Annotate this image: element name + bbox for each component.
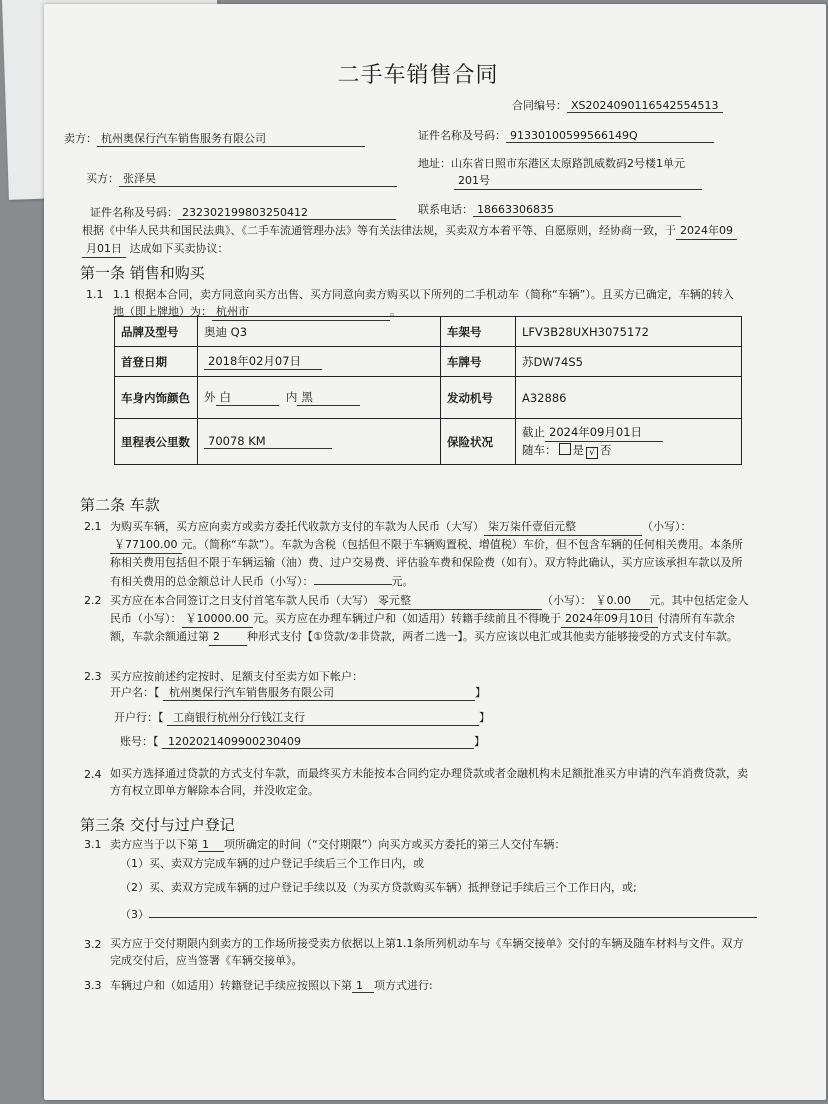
p2-1-small: （小写）：	[642, 520, 692, 533]
seller-row	[64, 130, 365, 147]
color-cell	[198, 377, 441, 419]
p2-2-small: （小写）：	[542, 594, 592, 607]
p3-3-item: 1	[352, 979, 374, 993]
color-in-value: 黑	[297, 389, 360, 406]
insurance-cell	[516, 419, 742, 465]
section1-title: 第一条 销售和购买	[80, 264, 205, 282]
p2-1-amount-cn: 柒万柒仟壹佰元整	[484, 518, 642, 536]
p2-2-text	[110, 592, 750, 646]
vehicle-info-table	[114, 316, 742, 465]
mileage-label: 里程表公里数	[115, 419, 198, 465]
seller-label: 卖方：	[64, 132, 97, 145]
p3-1-b: 项所确定的时间（“交付期限”）向买方或买方委托的第三人交付车辆：	[224, 838, 566, 851]
p2-4-text: 如买方选择通过贷款的方式支付车款，而最终买方未能按本合同约定办理贷款或者金融机构未足额批准买方申请的汽车消费贷款，卖方有权立即单方解除本合同，并没收定金。	[110, 767, 748, 797]
p2-2-amount: ￥0.00	[592, 592, 650, 610]
mileage-cell	[198, 419, 441, 465]
p2-3-text: 买方应按前述约定按时、足额支付至卖方如下帐户：	[110, 670, 363, 683]
follow-yes-checkbox	[559, 443, 571, 455]
account-name-value: 杭州奥保行汽车销售服务有限公司	[163, 684, 475, 701]
follow-no-checkbox: √	[586, 447, 598, 459]
buyer-id-label: 证件名称及号码：	[90, 206, 178, 219]
color-out-value: 白	[216, 389, 279, 406]
p2-2-deposit: ￥10000.00	[182, 610, 254, 628]
brand-label: 品牌及型号	[115, 317, 198, 347]
buyer-id-value: 232302199803250412	[178, 206, 396, 220]
buyer-id-row	[90, 204, 396, 220]
p3-1-option-3-label: （3）	[120, 908, 149, 921]
intro-date-b: 月01日	[82, 240, 126, 258]
color-label: 车身内饰颜色	[115, 377, 198, 419]
account-no-label: 账号：	[120, 735, 153, 748]
contract-number-value: XS2024090116542554513	[567, 99, 723, 113]
transfer-city: 杭州市	[212, 303, 390, 321]
p2-2-e: 种形式支付【①贷款/②非贷款，两者二选一】。买方应该以电汇或其他卖方能够接受的方式支付车款。	[247, 630, 738, 643]
color-out-prefix: 外	[204, 390, 216, 404]
address-label: 地址：	[418, 157, 451, 170]
brand-value: 奥迪 Q3	[198, 317, 441, 347]
buyer-label: 买方：	[86, 172, 119, 185]
follow-yes-label: 是	[572, 443, 584, 457]
p1-1-text: 1.1 根据本合同，卖方同意向买方出售、买方同意向卖方购买以下所列的二手机动车（简称“车辆”）。且买方已确定，车辆的转入 地（即上牌地）为： 杭州市 。	[113, 286, 753, 321]
bank-label: 开户行：	[114, 711, 158, 724]
p2-3-num: 2.3	[84, 670, 102, 683]
seller-value: 杭州奥保行汽车销售服务有限公司	[97, 130, 365, 147]
p2-2-way: 2	[209, 628, 247, 646]
intro-text-2: 达成如下买卖协议：	[129, 242, 229, 255]
seller-id-row	[418, 127, 714, 143]
p1-1-num: 1.1	[86, 288, 104, 301]
p3-1-option-3	[120, 904, 757, 922]
p3-3-num: 3.3	[84, 979, 102, 992]
contract-page	[64, 0, 758, 1104]
insurance-until-value: 2024年09月01日	[545, 424, 663, 442]
address-line2: 201号	[454, 172, 702, 190]
p3-1-option-2: （2）买、卖双方完成车辆的过户登记手续以及（为买方贷款购买车辆）抵押登记手续后三个工作日内，或;	[120, 881, 637, 894]
bank-value: 工商银行杭州分行钱江支行	[167, 709, 479, 726]
phone-label: 联系电话：	[418, 203, 473, 216]
reg-date-value: 2018年02月07日	[204, 353, 322, 370]
account-name-row: 开户名：【 杭州奥保行汽车销售服务有限公司 】	[110, 686, 486, 699]
p2-2-a: 买方应在本合同签订之日支付首笔车款人民币（大写）	[110, 594, 374, 607]
intro-paragraph	[82, 222, 752, 258]
contract-title: 二手车销售合同	[337, 63, 499, 88]
follow-label: 随车：	[522, 443, 557, 457]
reg-date-cell	[198, 347, 441, 377]
intro-date-a: 2024年09	[676, 222, 737, 240]
engine-label: 发动机号	[441, 377, 516, 419]
intro-text-1: 根据《中华人民共和国民法典》、《二手车流通管理办法》等有关法律法规，买卖双方本着平等、自愿原则，经协商一致，于	[82, 224, 676, 237]
p2-2-date: 2024年09月10日	[561, 610, 658, 628]
follow-no-label: 否	[600, 443, 612, 457]
p2-1-text	[110, 518, 750, 590]
p2-2-d: 付清所有车款余额，车款余额通过第	[110, 612, 735, 643]
p3-2-text: 买方应于交付期限内到卖方的工作场所接受卖方依据以上第1.1条所列机动车与《车辆交接单》交付的车辆及随车材料与文件。双方完成交付后，应当签署《车辆交接单》。	[110, 937, 744, 967]
p2-1-b: 元。（简称“车款”）。车款为含税（包括但不限于车辆购置税、增值税）车价，但不包含车辆的任何相关费用。本条所称相关费用包括但不限于车辆运输（油）费、过户交易费、评估验车费和保险费（如有）。双方特此确认，买方应该承担车款以及所有相关费用的总金额总计人民币（小写）：	[110, 538, 743, 588]
p1-1-text-b: 地（即上牌地）为：	[113, 305, 212, 318]
seller-id-value: 91330100599566149Q	[506, 129, 714, 143]
p3-3-b: 项方式进行:	[374, 979, 433, 992]
buyer-value: 张泽昊	[119, 170, 397, 187]
p2-2-c: 元。买方应在办理车辆过户和（如适用）转籍手续前且不得晚于	[253, 612, 561, 625]
account-no-row: 账号：【 1202021409900230409 】	[120, 735, 485, 748]
address-line1: 山东省日照市东港区太原路凯威数码2号楼1单元	[451, 157, 685, 170]
p3-2-num: 3.2	[84, 938, 102, 951]
account-no-value: 1202021409900230409	[162, 735, 474, 749]
p3-1-item: 1	[198, 838, 224, 852]
p2-4-num: 2.4	[84, 768, 102, 781]
section2-title: 第二条 车款	[80, 496, 160, 514]
insurance-until-prefix: 截止	[522, 425, 545, 439]
bank-row: 开户行：【 工商银行杭州分行钱江支行 】	[114, 711, 490, 724]
p3-1-num: 3.1	[84, 838, 102, 851]
section3-title: 第三条 交付与过户登记	[80, 816, 235, 834]
p1-1-text-a: 1.1 根据本合同，卖方同意向买方出售、买方同意向卖方购买以下所列的二手机动车（简称“车辆”）。且买方已确定，车辆的转入	[113, 288, 734, 301]
reg-date-label: 首登日期	[115, 347, 198, 377]
vin-label: 车架号	[441, 317, 516, 347]
p2-2-b: 元。其中包括定金人民币（小写）：	[110, 594, 749, 625]
color-in-prefix: 内	[285, 390, 298, 404]
p2-2-amount-cn: 零元整	[374, 592, 542, 610]
p3-3-text	[110, 977, 433, 993]
vin-value: LFV3B28UXH3075172	[516, 317, 742, 347]
phone-row	[418, 201, 681, 217]
p3-3-a: 车辆过户和（如适用）转籍登记手续应按照以下第	[110, 979, 352, 992]
p2-1-c: 元。	[391, 575, 414, 588]
p2-1-amount: ￥77100.00	[110, 536, 182, 554]
engine-value: A32886	[516, 377, 742, 419]
insurance-label: 保险状况	[441, 419, 516, 465]
phone-value: 18663306835	[473, 203, 681, 217]
plate-label: 车牌号	[441, 347, 516, 377]
p2-1-num: 2.1	[84, 520, 102, 533]
buyer-row	[86, 170, 397, 187]
p3-1-a: 卖方应当于以下第	[110, 838, 198, 851]
address-row	[418, 155, 702, 190]
p3-1-text	[110, 836, 565, 852]
contract-number-label: 合同编号：	[512, 99, 567, 112]
account-name-label: 开户名：	[110, 686, 154, 699]
p3-1-option-1: （1）买、卖双方完成车辆的过户登记手续后三个工作日内，或	[120, 857, 424, 870]
seller-id-label: 证件名称及号码：	[418, 129, 506, 142]
p2-2-num: 2.2	[84, 594, 102, 607]
plate-value: 苏DW74S5	[516, 347, 742, 377]
p2-1-a: 为购买车辆，买方应向卖方或卖方委托代收款方支付的车款为人民币（大写）	[110, 520, 484, 533]
mileage-value: 70078 KM	[204, 434, 332, 449]
contract-number	[512, 97, 723, 113]
